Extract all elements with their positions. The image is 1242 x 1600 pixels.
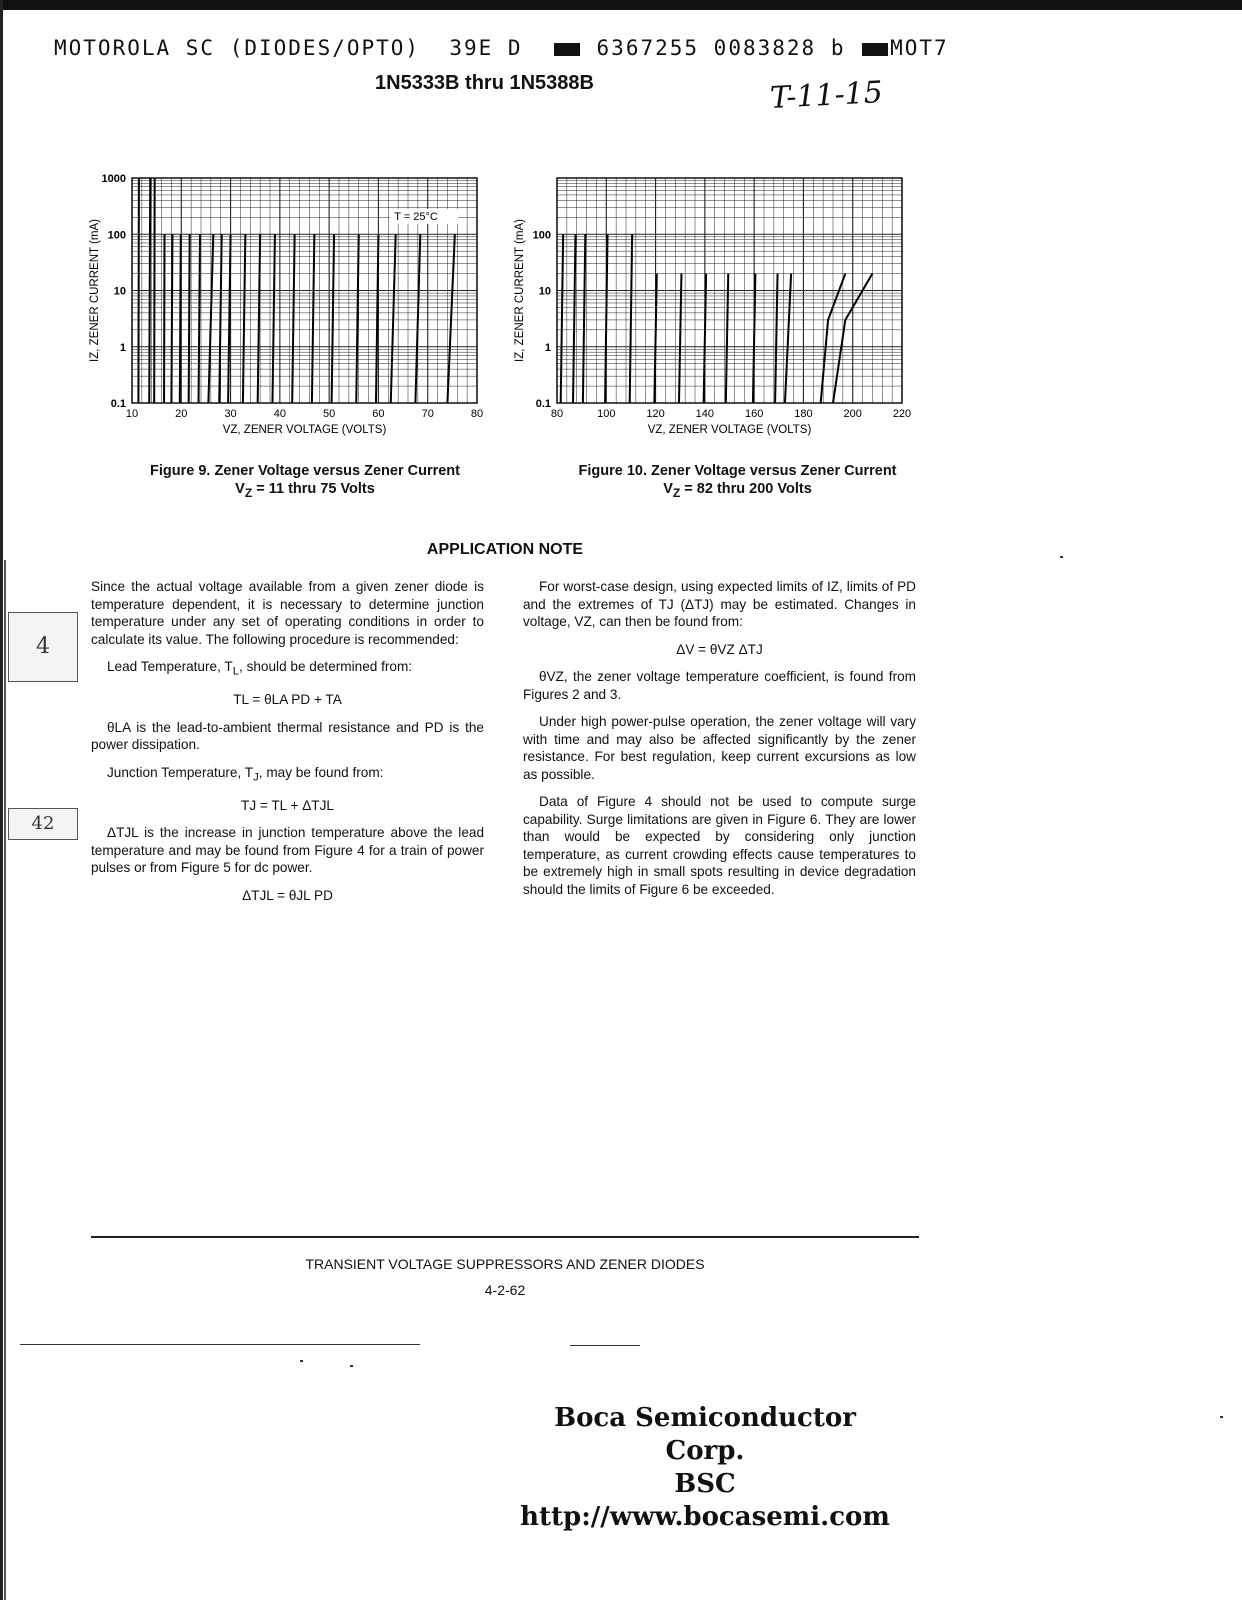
x-tick-label: 100 bbox=[597, 408, 616, 420]
footer-title: TRANSIENT VOLTAGE SUPPRESSORS AND ZENER DIODES bbox=[305, 1256, 705, 1272]
zener-curve bbox=[391, 234, 396, 403]
right-paragraph-4: Data of Figure 4 should not be used to compute surge capability. Surge limitations are given in Figure 6. They are lower than would be expected by considering only junction temperature, as current crowding effects cause temperatures to be extremely high in small spots resulting in device degradation should the limits of Figure 6 be exceeded. bbox=[523, 794, 916, 897]
section-tab-4: 4 bbox=[8, 612, 78, 682]
stamp-url: http://www.bocasemi.com bbox=[520, 1502, 890, 1532]
scan-left-border bbox=[0, 0, 3, 1600]
left-paragraph-3: θLA is the lead-to-ambient thermal resistance and PD is the power dissipation. bbox=[91, 719, 484, 753]
zener-curve bbox=[312, 234, 314, 403]
zener-curve bbox=[292, 234, 294, 403]
footer-page-number: 4-2-62 bbox=[484, 1282, 526, 1298]
document-title: 1N5333B thru 1N5388B bbox=[375, 72, 594, 94]
figure-9-caption bbox=[130, 462, 480, 502]
left-paragraph-1: Since the actual voltage available from a given zener diode is temperature dependent, it is necessary to determine junction temperature under any set of operating conditions in order to calculate its value. The following procedure is recommended: bbox=[91, 579, 484, 647]
scan-header-part1: MOTOROLA SC (DIODES/OPTO) 39E D bbox=[54, 36, 523, 60]
equation-delta-v: ΔV = θVZ ΔTJ bbox=[676, 641, 763, 657]
y-tick-label: 0.1 bbox=[110, 398, 126, 410]
y-tick-label: 1000 bbox=[101, 173, 126, 185]
zener-curve bbox=[199, 234, 200, 403]
y-axis-label: IZ, ZENER CURRENT (mA) bbox=[89, 219, 101, 362]
x-tick-label: 10 bbox=[125, 408, 139, 420]
zener-curve bbox=[573, 234, 575, 403]
zener-curve bbox=[356, 234, 358, 403]
scan-speck bbox=[350, 1365, 353, 1367]
scan-header-line bbox=[54, 36, 954, 60]
distributor-stamp bbox=[520, 1402, 890, 1534]
scan-speck bbox=[570, 1345, 640, 1346]
figure-10-caption bbox=[560, 462, 915, 502]
y-tick-label: 100 bbox=[107, 229, 126, 242]
zener-curve bbox=[219, 234, 221, 403]
left-paragraph-2: Lead Temperature, $T_L$, should be determined from: bbox=[107, 659, 413, 678]
y-tick-label: 1 bbox=[119, 341, 126, 354]
figure-10-chart bbox=[505, 168, 925, 448]
zener-curve bbox=[583, 234, 585, 403]
figure-10-caption-title: Figure 10. Zener Voltage versus Zener Current bbox=[578, 463, 897, 479]
x-tick-label: 70 bbox=[421, 408, 434, 420]
scan-speck bbox=[300, 1360, 303, 1362]
x-tick-label: 220 bbox=[892, 408, 912, 420]
zener-curve bbox=[561, 234, 563, 403]
left-paragraph-5: ΔTJL is the increase in junction temperature above the lead temperature and may be found from Figure 4 for a train of power pulses or from Figure 5 for dc power. bbox=[91, 825, 484, 876]
zener-curve bbox=[605, 234, 607, 403]
scan-speck bbox=[1060, 556, 1063, 558]
scan-header-part3: MOT7 bbox=[890, 36, 949, 60]
x-tick-label: 60 bbox=[372, 408, 385, 420]
y-axis-label: IZ, ZENER CURRENT (mA) bbox=[514, 219, 526, 362]
scan-left-border-inner bbox=[4, 560, 6, 1600]
section-title: APPLICATION NOTE bbox=[426, 541, 584, 558]
right-paragraph-1: For worst-case design, using expected limits of IZ, limits of PD and the extremes of TJ (ΔTJ) may be estimated. Changes in voltage, VZ, can then be found from: bbox=[523, 579, 916, 629]
x-tick-label: 80 bbox=[470, 408, 484, 420]
scan-header-part2: 6367255 0083828 b bbox=[596, 36, 846, 60]
figure-9-caption-range: $V_Z = 11$ thru 75 Volts bbox=[235, 481, 375, 500]
x-tick-label: 120 bbox=[646, 408, 665, 420]
left-paragraph-4: Junction Temperature, $T_J$, may be found from: bbox=[107, 764, 384, 784]
zener-curve bbox=[149, 178, 150, 403]
scan-top-border bbox=[0, 0, 1242, 10]
figure-9-chart bbox=[80, 168, 500, 448]
x-tick-label: 160 bbox=[744, 408, 764, 420]
figure-9-svg bbox=[80, 168, 500, 448]
x-tick-label: 200 bbox=[843, 408, 862, 420]
scan-speck bbox=[20, 1344, 420, 1345]
x-tick-label: 50 bbox=[323, 408, 336, 420]
stamp-abbrev: BSC bbox=[674, 1469, 736, 1499]
redaction-block-icon bbox=[862, 43, 888, 56]
page-tab-42: 42 bbox=[8, 808, 78, 840]
x-axis-label: VZ, ZENER VOLTAGE (VOLTS) bbox=[222, 424, 387, 436]
x-tick-label: 30 bbox=[224, 408, 237, 420]
x-tick-label: 140 bbox=[695, 408, 715, 420]
right-paragraph-2: θVZ, the zener voltage temperature coefficient, is found from Figures 2 and 3. bbox=[523, 669, 916, 702]
figure-10-svg bbox=[505, 168, 925, 448]
zener-curve bbox=[189, 234, 190, 403]
figure-9-caption-title: Figure 9. Zener Voltage versus Zener Current bbox=[150, 463, 460, 479]
equation-lead-temperature: TL = θLA PD + TA bbox=[233, 692, 342, 708]
scan-speck bbox=[1220, 1416, 1223, 1418]
redaction-block-icon bbox=[554, 43, 580, 56]
equation-junction-temperature: TJ = TL + ΔTJL bbox=[241, 797, 334, 813]
right-column bbox=[523, 578, 916, 908]
right-paragraph-3: Under high power-pulse operation, the zener voltage will vary with time and may also be affected significantly by the zener resistance. For best regulation, keep current excursions as low as possible. bbox=[523, 714, 916, 782]
zener-curve bbox=[447, 234, 454, 403]
footer-rule bbox=[91, 1236, 919, 1238]
zener-curve bbox=[630, 234, 632, 403]
zener-curve bbox=[171, 234, 172, 403]
x-tick-label: 20 bbox=[175, 408, 188, 420]
zener-curve bbox=[258, 234, 260, 403]
left-column bbox=[91, 578, 484, 914]
zener-curve bbox=[272, 234, 274, 403]
y-tick-label: 0.1 bbox=[535, 398, 551, 410]
zener-curve bbox=[332, 234, 334, 403]
y-tick-label: 1 bbox=[544, 341, 551, 354]
x-axis-label: VZ, ZENER VOLTAGE (VOLTS) bbox=[647, 424, 812, 436]
stamp-company: Boca Semiconductor Corp. bbox=[554, 1403, 856, 1466]
figure-10-caption-range: $V_Z = 82$ thru 200 Volts bbox=[663, 481, 812, 500]
x-tick-label: 80 bbox=[550, 408, 564, 420]
handwritten-note: T-11-15 bbox=[769, 75, 884, 116]
y-tick-label: 10 bbox=[113, 285, 126, 298]
temperature-annotation: T = 25°C bbox=[394, 210, 438, 223]
x-tick-label: 180 bbox=[794, 408, 813, 420]
x-tick-label: 40 bbox=[273, 408, 286, 420]
zener-curve bbox=[180, 234, 181, 403]
y-tick-label: 10 bbox=[538, 285, 551, 298]
y-tick-label: 100 bbox=[532, 229, 551, 242]
zener-curve bbox=[243, 234, 245, 403]
equation-delta-tjl: ΔTJL = θJL PD bbox=[242, 887, 333, 903]
